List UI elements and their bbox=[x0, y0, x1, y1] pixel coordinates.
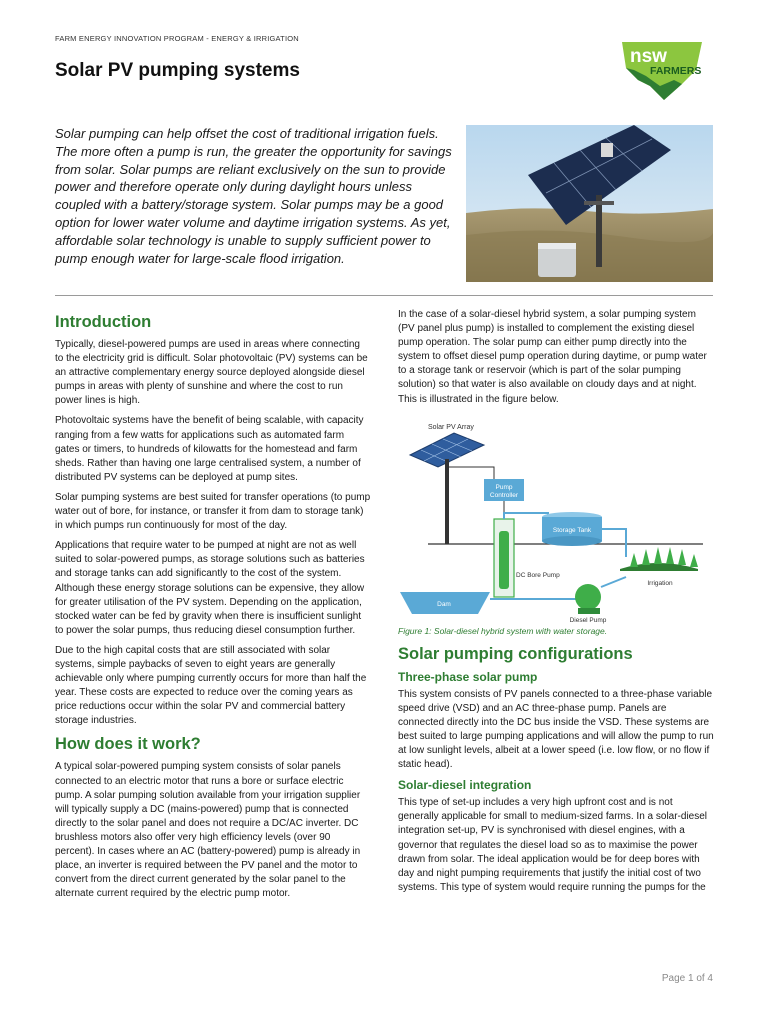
section-divider bbox=[55, 295, 713, 296]
label-dc-bore-pump: DC Bore Pump bbox=[516, 571, 560, 579]
intro-paragraph-2: Photovoltaic systems have the benefit of being scalable, with capacity ranging from a few watts for applications such as automated farm gates or timers, to hundreds of kilowatts for the homestead and farm sheds. Rather than having one large centralised system, a number of distributed PV systems can be deployed at pump sites. bbox=[55, 415, 364, 483]
label-storage-tank: Storage Tank bbox=[552, 526, 592, 534]
page-title: Solar PV pumping systems bbox=[55, 60, 300, 81]
intro-paragraph-5: Due to the high capital costs that are still associated with solar systems, simple paybacks of seven to eight years are generally achievable only where pumping currently occurs for more than half the year. These costs are expected to reduce over the coming years as price reductions occur within the solar PV and commercial battery storage industries. bbox=[55, 644, 367, 727]
hybrid-paragraph: In the case of a solar-diesel hybrid system, a solar pumping system (PV panel plus pump) is installed to complement the existing diesel pump operation. The solar pump can either pump directly into the system to offset diesel pump operation during daytime, or pump water to a storage tank or reservoir (which is part of the solar pumping solution) so that water is also available on cloudy days and at night. This is illustrated in the figure below. bbox=[398, 309, 707, 405]
label-pump-controller-1: Pump bbox=[495, 483, 513, 491]
right-column bbox=[398, 308, 714, 901]
dc-bore-pump-icon bbox=[499, 531, 509, 589]
intro-paragraph-3: Solar pumping systems are best suited for transfer operations (to pump water out of bore, for instance, or transfer it from dam to storage tank) in which pumps run continuously for most of the day. bbox=[55, 491, 371, 532]
three-phase-heading: Three-phase solar pump bbox=[398, 669, 538, 684]
configurations-heading: Solar pumping configurations bbox=[398, 644, 633, 663]
how-it-works-heading: How does it work? bbox=[55, 735, 201, 754]
solar-diesel-heading: Solar-diesel integration bbox=[398, 778, 532, 793]
page-number: Page 1 of 4 bbox=[661, 973, 713, 984]
irrigation-crops-icon bbox=[620, 547, 698, 571]
intro-paragraph: Solar pumping can help offset the cost of traditional irrigation fuels. The more often a pump is run, the greater the opportunity for savings from solar. Solar pumps are reliant exclusively on the sun to provide power and therefore operate only during daylight hours unless coupled with a battery/storage system. Solar pumps may be a good option for lower water volume and daytime irrigation systems. As yet, affordable solar technology is unable to supply sufficient power to pump enough water for large-scale flood irrigation. bbox=[55, 126, 452, 266]
how-it-works-paragraph: A typical solar-powered pumping system consists of solar panels connected to an electric motor that runs a bore or surface electric pump. A solar pumping solution available from your irrigation supplier will typically supply a DC (mains-powered) pump that is connected directly to the solar panel and does not require a DC/AC inverter. DC brushless motors also offer very high efficiency levels (over 90 percent). In cases where an AC (battery-powered) pump is already in place, an inverter is required between the PV panel and the motor to convert from the direct current generated by the solar panel to the alternate current required by the electric pump motor. bbox=[55, 761, 361, 900]
program-tag: FARM ENERGY INNOVATION PROGRAM - ENERGY & IRRIGATION bbox=[55, 34, 299, 43]
label-solar-pv-array: Solar PV Array bbox=[428, 423, 474, 431]
figure-caption: Figure 1: Solar-diesel hybrid system with water storage. bbox=[398, 625, 608, 636]
label-dam: Dam bbox=[437, 600, 451, 608]
introduction-heading: Introduction bbox=[55, 313, 152, 331]
intro-paragraph-1: Typically, diesel-powered pumps are used in areas where connecting to the electricity grid is difficult. Solar photovoltaic (PV) systems can be an attractive complementary energy source deployed alongside diesel pumps in areas with plenty of sunshine and where the cost to run power lines is high. bbox=[55, 339, 368, 407]
diesel-pump-icon bbox=[575, 584, 601, 610]
left-column bbox=[55, 310, 371, 907]
nsw-farmers-logo bbox=[620, 40, 704, 102]
logo-nsw-text: nsw bbox=[630, 46, 667, 67]
logo-farmers-text: FARMERS bbox=[650, 65, 702, 77]
solar-diesel-paragraph: This type of set-up includes a very high upfront cost and is not generally applicable for small to medium-sized farms. In a solar-diesel integration set-up, PV is synchronised with diesel engines, with a governor that regulates the diesel load so as to maximise the power drawn from solar. The ideal application would be for deep bores with day and night pumping requirements that justify the initial cost of two systems. This type of system would require running the pumps for the bbox=[398, 797, 708, 893]
label-diesel-pump: Diesel Pump bbox=[569, 616, 607, 624]
label-irrigation: Irrigation bbox=[647, 579, 673, 587]
intro-paragraph-4: Applications that require water to be pumped at night are not as well suited to solar-powered pumps, as storage solutions such as batteries and storage tanks can add significantly to the cost of the system. Although these energy storage solutions can be expensive, they allow for greater utilisation of the PV system. Depending on the application, stocked water can be fed by gravity when there is insufficient sunlight to power the solar pumps, thus reducing diesel consumption further. bbox=[55, 540, 365, 636]
label-pump-controller-2: Controller bbox=[489, 491, 519, 499]
solar-array-photo bbox=[466, 125, 713, 282]
hybrid-system-diagram bbox=[398, 419, 714, 624]
three-phase-paragraph: This system consists of PV panels connected to a three-phase variable speed drive (VSD) and an AC three-phase pump. Panels are connected directly into the DC bus inside the VSD. These systems are best suited to large pumping applications and will allow the pump to run at low sunlight levels, albeit at a lower speed (i.e. low flow, or no flow if static head). bbox=[398, 688, 714, 771]
